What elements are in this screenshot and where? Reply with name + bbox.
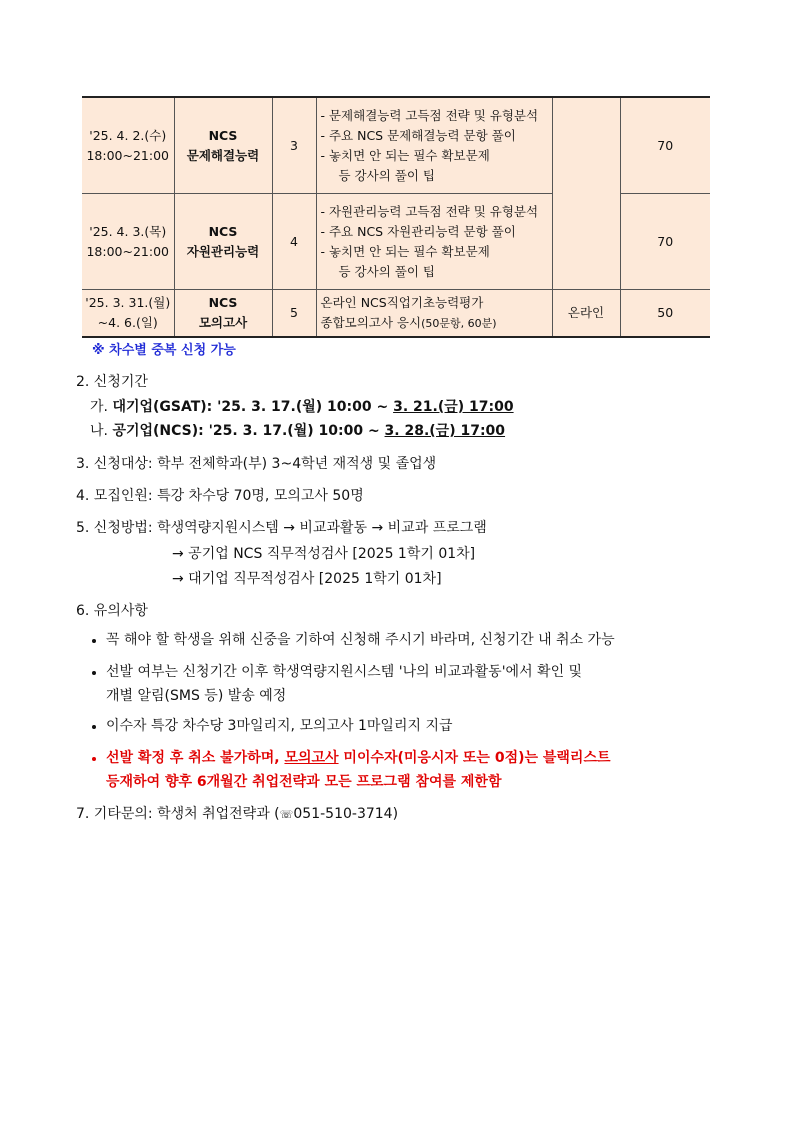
description-line: - 놓치면 안 되는 필수 확보문제 — [320, 147, 490, 163]
description-cell — [316, 97, 552, 194]
description-line: 등 강사의 풀이 팁 — [338, 167, 435, 183]
period-text: 대기업(GSAT): '25. 3. 17.(월) 10:00 ~ — [112, 399, 394, 415]
section-2-title: 2. 신청기간 — [76, 374, 148, 390]
description-line: 온라인 NCS직업기초능력평가 — [320, 294, 484, 310]
contact-text: 7. 기타문의: 학생처 취업전략과 ( — [76, 806, 280, 822]
description-line: - 주요 NCS 문제해결능력 문항 풀이 — [320, 127, 516, 143]
date-text: '25. 3. 31.(월) — [85, 295, 171, 310]
subject-text: NCS — [208, 127, 238, 143]
subject-cell — [174, 290, 272, 338]
deadline-text: 3. 28.(금) 17:00 — [384, 423, 506, 439]
subject-text: 문제해결능력 — [186, 147, 260, 163]
schedule-table — [82, 96, 710, 338]
session-cell: 3 — [272, 97, 316, 194]
notice-bullet-2: 선발 여부는 신청기간 이후 학생역량지원시스템 '나의 비교과활동'에서 확인 및 — [106, 664, 583, 680]
list-marker: 가. — [90, 399, 113, 415]
section-4-recruitment: 4. 모집인원: 특강 차수당 70명, 모의고사 50명 — [76, 488, 364, 504]
duplicate-note: ※ 차수별 중복 신청 가능 — [92, 343, 236, 358]
section-7-contact — [76, 804, 398, 825]
table-row — [82, 97, 710, 194]
date-cell — [82, 194, 174, 290]
date-cell — [82, 290, 174, 338]
subject-text: NCS — [208, 295, 238, 310]
notice-bullet-4-cont: 등재하여 향후 6개월간 취업전략과 모든 프로그램 참여를 제한함 — [106, 774, 502, 790]
table-row — [82, 290, 710, 338]
description-cell — [316, 290, 552, 338]
session-cell: 5 — [272, 290, 316, 338]
location-cell — [552, 97, 620, 290]
capacity-cell: 70 — [620, 194, 710, 290]
period-large-company — [90, 397, 514, 417]
notice-bullet-1: 꼭 해야 할 학생을 위해 신중을 기하여 신청해 주시기 바라며, 신청기간 내 취소 가능 — [106, 632, 615, 648]
bullet-dot — [92, 639, 96, 643]
subject-text: 자원관리능력 — [186, 243, 260, 259]
description-line: - 자원관리능력 고득점 전략 및 유형분석 — [320, 203, 539, 219]
subject-cell — [174, 194, 272, 290]
list-marker: 나. — [90, 423, 113, 439]
time-text: 18:00~21:00 — [86, 147, 170, 163]
section-6-title: 6. 유의사항 — [76, 603, 148, 619]
phone-icon: ☏ — [279, 808, 294, 821]
notice-bullet-3: 이수자 특강 차수당 3마일리지, 모의고사 1마일리지 지급 — [106, 718, 453, 734]
bullet-dot — [92, 671, 96, 675]
subject-text: NCS — [208, 223, 238, 239]
date-cell — [82, 97, 174, 194]
time-text: 18:00~21:00 — [86, 243, 170, 259]
description-line: - 놓치면 안 되는 필수 확보문제 — [320, 243, 490, 259]
description-cell — [316, 194, 552, 290]
description-line: - 문제해결능력 고득점 전략 및 유형분석 — [320, 107, 539, 123]
section-5-path-large: → 대기업 직무적성검사 [2025 1학기 01차] — [172, 571, 442, 587]
description-text: 종합모의고사 응시 — [320, 314, 422, 330]
subject-cell — [174, 97, 272, 194]
subject-text: 모의고사 — [198, 315, 248, 330]
description-line: - 주요 NCS 자원관리능력 문항 풀이 — [320, 223, 516, 239]
notice-bullet-2-cont: 개별 알림(SMS 등) 발송 예정 — [106, 688, 287, 704]
capacity-cell: 50 — [620, 290, 710, 338]
section-5-method: 5. 신청방법: 학생역량지원시스템 → 비교과활동 → 비교과 프로그램 — [76, 520, 487, 536]
description-line: 등 강사의 풀이 팁 — [338, 263, 435, 279]
description-detail: (50문항, 60분) — [421, 316, 497, 330]
phone-number: 051-510-3714) — [293, 806, 399, 822]
description-line — [321, 313, 552, 334]
section-5-path-public: → 공기업 NCS 직무적성검사 [2025 1학기 01차] — [172, 546, 476, 562]
period-public-company — [90, 421, 505, 441]
date-text: '25. 4. 3.(목) — [89, 223, 167, 239]
warning-underlined: 모의고사 — [284, 750, 339, 766]
warning-text: 미이수자(미응시자 또는 0점)는 블랙리스트 — [338, 750, 611, 766]
bullet-dot — [92, 725, 96, 729]
deadline-text: 3. 21.(금) 17:00 — [393, 399, 514, 415]
location-cell: 온라인 — [552, 290, 620, 338]
date-text: '25. 4. 2.(수) — [89, 127, 167, 143]
date-text: ~4. 6.(일) — [97, 315, 158, 330]
warning-text: 선발 확정 후 취소 불가하며, — [106, 750, 285, 766]
period-text: 공기업(NCS): '25. 3. 17.(월) 10:00 ~ — [112, 423, 385, 439]
notice-bullet-4 — [106, 748, 611, 768]
section-3-target: 3. 신청대상: 학부 전체학과(부) 3~4학년 재적생 및 졸업생 — [76, 456, 437, 472]
session-cell: 4 — [272, 194, 316, 290]
capacity-cell: 70 — [620, 97, 710, 194]
bullet-dot — [92, 757, 96, 761]
